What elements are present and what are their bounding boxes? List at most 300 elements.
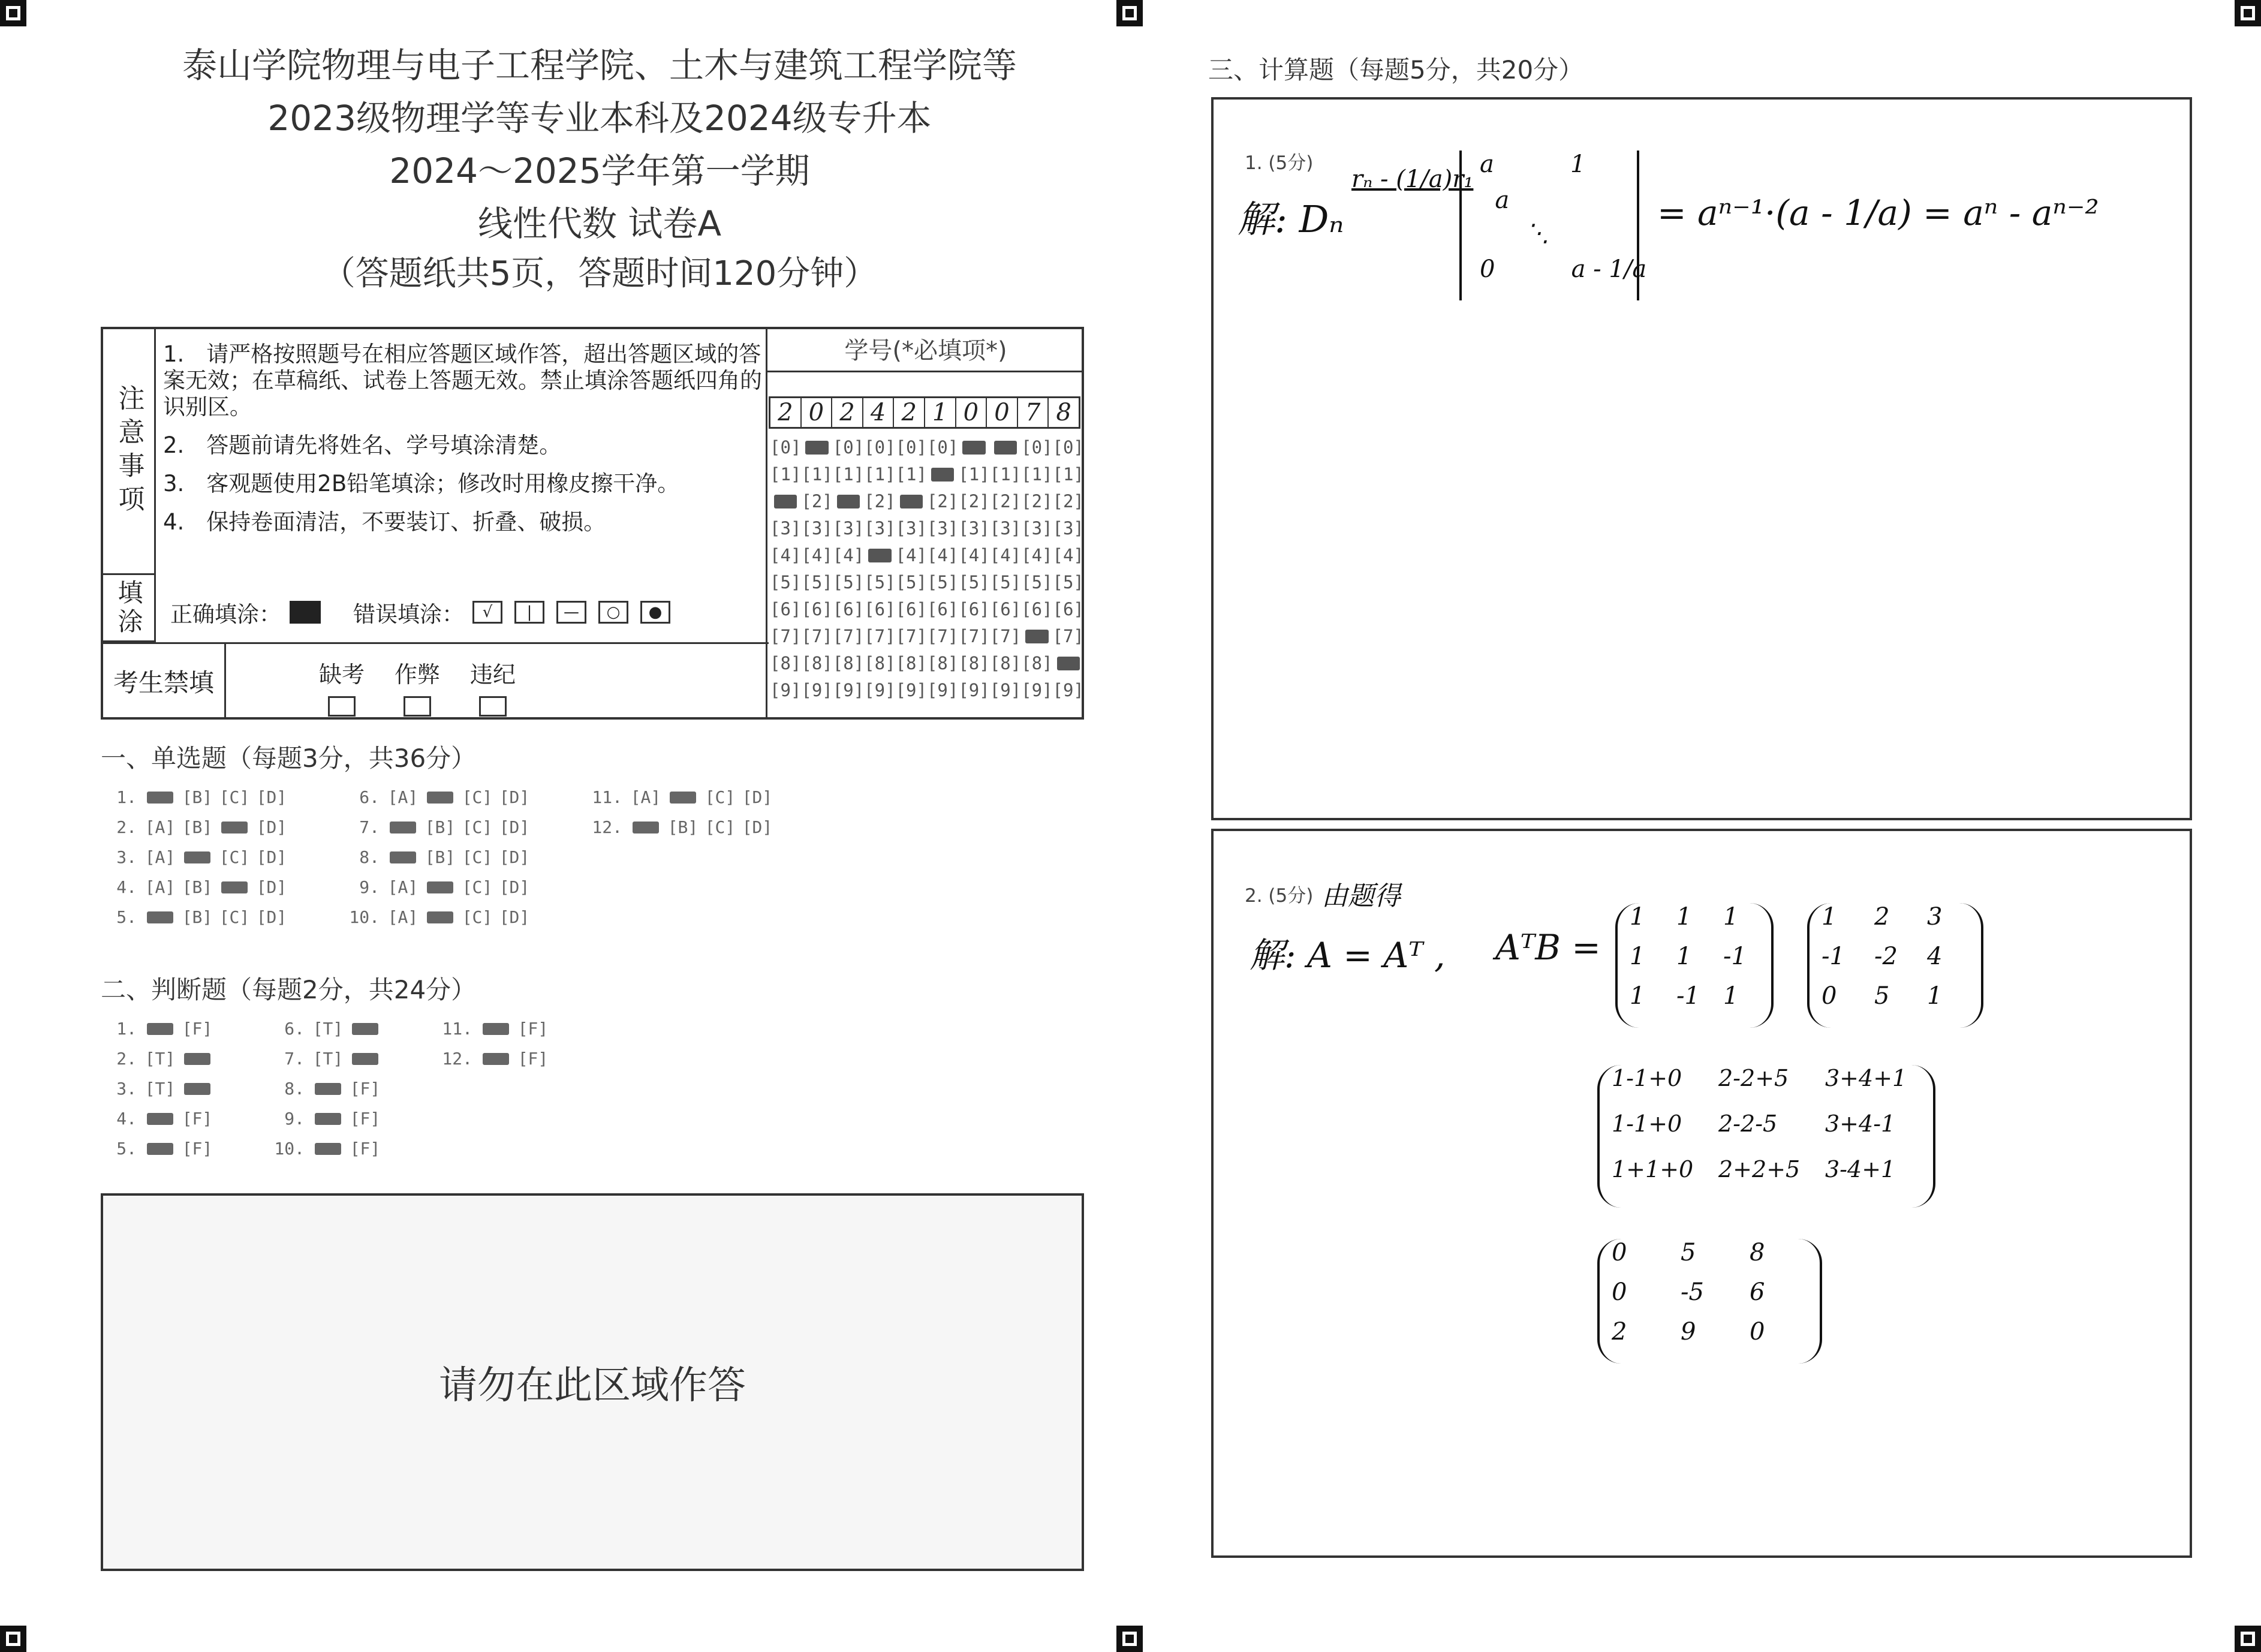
- question-row: [101, 907, 290, 928]
- answer-bubble[interactable]: [C]: [462, 877, 493, 897]
- answer-bubble[interactable]: [141, 907, 179, 928]
- q2-matrix-matB: [1807, 903, 1983, 1028]
- matrix-cell: 1: [1630, 943, 1645, 970]
- matrix-cell: 1: [1927, 982, 1943, 1010]
- answer-bubble[interactable]: [141, 1018, 179, 1040]
- id-bubble[interactable]: [8]: [989, 653, 1022, 673]
- id-digit: 2: [770, 398, 802, 427]
- id-bubble[interactable]: [1]: [801, 464, 833, 485]
- id-bubble[interactable]: [927, 463, 958, 486]
- id-bubble[interactable]: [5]: [1052, 572, 1084, 592]
- id-bubble[interactable]: [4]: [1021, 545, 1053, 565]
- id-bubble[interactable]: [4]: [926, 545, 959, 565]
- id-bubble[interactable]: [4]: [895, 545, 927, 565]
- registration-mark-top-center: [1116, 0, 1143, 26]
- question-row: [344, 847, 533, 868]
- matrix-cell: 2-2-5: [1718, 1111, 1778, 1137]
- id-bubble[interactable]: [2]: [926, 491, 959, 511]
- answer-bubble[interactable]: [179, 1078, 216, 1100]
- question-number: 6.: [284, 1019, 305, 1039]
- answer-bubble[interactable]: [D]: [256, 877, 287, 897]
- answer-bubble[interactable]: [422, 787, 459, 808]
- id-bubble[interactable]: [3]: [1052, 518, 1084, 538]
- registration-mark-top-left: [0, 0, 26, 26]
- registration-mark-bottom-center: [1116, 1626, 1143, 1652]
- matrix-cell: -1: [1723, 943, 1747, 970]
- answer-bubble[interactable]: [B]: [182, 817, 213, 837]
- matrix-cell: 0: [1612, 1278, 1627, 1306]
- id-bubble[interactable]: [3]: [926, 518, 959, 538]
- section3-title: 三、计算题（每题5分，共20分）: [1208, 55, 1584, 85]
- matrix-cell: 2: [1874, 903, 1890, 931]
- answer-bubble[interactable]: [216, 877, 253, 898]
- matrix-cell: 5: [1681, 1239, 1696, 1266]
- answer-bubble[interactable]: [F]: [350, 1139, 381, 1158]
- matrix-cell: 1: [1676, 903, 1692, 931]
- id-bubble[interactable]: [9]: [770, 680, 802, 700]
- id-bubble[interactable]: [0]: [895, 437, 927, 458]
- id-bubble[interactable]: [0]: [1021, 437, 1053, 458]
- fill-example-row: [170, 596, 670, 628]
- id-bubble[interactable]: [8]: [895, 653, 927, 673]
- id-bubble[interactable]: [9]: [1052, 680, 1084, 700]
- exam-institution: 泰山学院物理与电子工程学院、土木与建筑工程学院等: [182, 45, 1017, 86]
- id-digit: 0: [987, 398, 1018, 427]
- id-bubble[interactable]: [0]: [1052, 437, 1084, 458]
- id-bubble[interactable]: [3]: [832, 518, 865, 538]
- id-bubble[interactable]: [4]: [1052, 545, 1084, 565]
- question-row: [101, 787, 290, 808]
- q1-det-row: ⋱: [1480, 219, 1550, 247]
- answer-bubble[interactable]: [141, 1108, 179, 1130]
- question-number: 9.: [359, 877, 380, 897]
- question-row: [101, 1078, 216, 1100]
- question-row: [586, 817, 776, 838]
- id-bubble[interactable]: [9]: [1021, 680, 1053, 700]
- id-bubble[interactable]: [0]: [926, 437, 959, 458]
- id-bubble[interactable]: [4]: [989, 545, 1022, 565]
- answer-bubble[interactable]: [T]: [144, 1049, 176, 1069]
- id-bubble[interactable]: [6]: [958, 599, 990, 619]
- matrix-cell: 1: [1630, 903, 1645, 931]
- matrix-cell: -1: [1676, 982, 1700, 1010]
- q2-matrix-mid: [1597, 1065, 1935, 1208]
- forbidden-label: 考生禁填: [103, 642, 226, 720]
- id-bubble[interactable]: [3]: [895, 518, 927, 538]
- question-number: 7.: [359, 817, 380, 837]
- id-bubble[interactable]: [7]: [832, 626, 865, 646]
- q2-matrix-matA: [1615, 903, 1774, 1028]
- id-bubble[interactable]: [4]: [801, 545, 833, 565]
- answer-bubble[interactable]: [T]: [312, 1019, 344, 1039]
- id-digit: 0: [802, 398, 833, 427]
- q2-line1: 解: A = Aᵀ ,: [1250, 935, 1446, 976]
- id-bubble[interactable]: [833, 490, 864, 513]
- id-bubble[interactable]: [1053, 652, 1084, 675]
- id-bubble[interactable]: [5]: [895, 572, 927, 592]
- id-bubble[interactable]: [1]: [989, 464, 1022, 485]
- id-bubble[interactable]: [770, 490, 801, 513]
- question-number: 6.: [359, 787, 380, 807]
- answer-bubble[interactable]: [F]: [517, 1049, 549, 1069]
- notice-side-label: 注意事项: [103, 329, 156, 575]
- id-digit: 2: [832, 398, 863, 427]
- q1-det-row: 0 a - 1/a: [1480, 255, 1647, 283]
- answer-bubble[interactable]: [A]: [144, 847, 176, 867]
- answer-bubble[interactable]: [477, 1048, 514, 1070]
- answer-bubble[interactable]: [B]: [182, 787, 213, 807]
- id-bubble[interactable]: [2]: [989, 491, 1022, 511]
- id-bubble[interactable]: [0]: [864, 437, 896, 458]
- id-bubble[interactable]: [5]: [926, 572, 959, 592]
- answer-bubble[interactable]: [422, 877, 459, 898]
- id-bubble[interactable]: [5]: [989, 572, 1022, 592]
- question1-label: 1. (5分): [1245, 152, 1314, 174]
- id-bubble[interactable]: [8]: [926, 653, 959, 673]
- question-row: [586, 787, 776, 808]
- matrix-cell: 1: [1723, 982, 1739, 1010]
- section1-bubbles: [101, 787, 820, 943]
- id-digit: 8: [1056, 399, 1071, 426]
- question-row: [101, 1018, 216, 1040]
- question-number: 3.: [116, 1079, 137, 1099]
- id-bubble[interactable]: [4]: [832, 545, 865, 565]
- id-bubble[interactable]: [8]: [1021, 653, 1053, 673]
- id-bubble[interactable]: [9]: [801, 680, 833, 700]
- forbidden-absent[interactable]: 缺考: [319, 656, 365, 717]
- id-bubble[interactable]: [1021, 625, 1052, 648]
- id-bubble[interactable]: [9]: [958, 680, 990, 700]
- matrix-cell: 1: [1630, 982, 1645, 1010]
- id-bubble[interactable]: [1]: [864, 464, 896, 485]
- question-row: [101, 1048, 216, 1070]
- answer-bubble[interactable]: [A]: [387, 907, 419, 927]
- id-bubble[interactable]: [0]: [832, 437, 865, 458]
- id-bubble[interactable]: [6]: [864, 599, 896, 619]
- answer-bubble[interactable]: [F]: [182, 1019, 213, 1039]
- matrix-cell: -2: [1874, 943, 1898, 970]
- id-bubble[interactable]: [3]: [1021, 518, 1053, 538]
- question-row: [344, 817, 533, 838]
- answer-bubble[interactable]: [D]: [742, 817, 773, 837]
- id-bubble[interactable]: [1]: [958, 464, 990, 485]
- wrong-fill-check: √: [472, 601, 502, 624]
- matrix-cell: 2-2+5: [1718, 1065, 1789, 1091]
- fill-side-label: 填涂: [103, 575, 156, 642]
- id-bubble[interactable]: [990, 436, 1021, 459]
- id-bubble[interactable]: [8]: [864, 653, 896, 673]
- id-bubble[interactable]: [7]: [864, 626, 896, 646]
- answer-bubble[interactable]: [D]: [499, 787, 530, 807]
- question-row: [269, 1018, 384, 1040]
- answer-bubble[interactable]: [477, 1018, 514, 1040]
- question-number: 8.: [359, 847, 380, 867]
- id-bubble[interactable]: [9]: [832, 680, 865, 700]
- answer-bubble[interactable]: [C]: [219, 847, 250, 867]
- id-bubble[interactable]: [958, 436, 989, 459]
- id-bubble[interactable]: [3]: [989, 518, 1022, 538]
- q1-result: = aⁿ⁻¹·(a - 1/a) = aⁿ - aⁿ⁻²: [1657, 192, 2099, 233]
- answer-bubble[interactable]: [627, 817, 664, 838]
- id-bubble[interactable]: [8]: [832, 653, 865, 673]
- question1-answer-box[interactable]: [1211, 97, 2192, 820]
- id-bubble[interactable]: [9]: [864, 680, 896, 700]
- question-number: 3.: [116, 847, 137, 867]
- question-row: [344, 907, 533, 928]
- checkbox[interactable]: [328, 696, 356, 717]
- exam-grade: 2023级物理学等专业本科及2024级专升本: [267, 98, 932, 139]
- answer-bubble[interactable]: [A]: [144, 817, 176, 837]
- id-bubble[interactable]: [2]: [1021, 491, 1053, 511]
- id-bubble[interactable]: [7]: [1052, 626, 1084, 646]
- answer-bubble[interactable]: [664, 787, 702, 808]
- id-bubble[interactable]: [0]: [770, 437, 802, 458]
- matrix-cell: 3+4+1: [1825, 1065, 1907, 1091]
- id-bubble[interactable]: [3]: [770, 518, 802, 538]
- id-bubble[interactable]: [6]: [895, 599, 927, 619]
- question-number: 7.: [284, 1049, 305, 1069]
- answer-bubble[interactable]: [384, 847, 422, 868]
- answer-bubble[interactable]: [D]: [499, 907, 530, 927]
- id-bubble[interactable]: [4]: [770, 545, 802, 565]
- id-bubble[interactable]: [3]: [958, 518, 990, 538]
- id-bubble[interactable]: [6]: [832, 599, 865, 619]
- matrix-cell: 1: [1676, 943, 1692, 970]
- question-number: 5.: [116, 1139, 137, 1158]
- id-bubble[interactable]: [7]: [895, 626, 927, 646]
- answer-bubble[interactable]: [F]: [182, 1109, 213, 1129]
- matrix-cell: 3-4+1: [1825, 1156, 1896, 1182]
- question-number: 2.: [116, 1049, 137, 1069]
- answer-bubble[interactable]: [179, 847, 216, 868]
- id-bubble[interactable]: [6]: [989, 599, 1022, 619]
- question-number: 10.: [349, 907, 380, 927]
- id-bubble[interactable]: [7]: [926, 626, 959, 646]
- forbidden-cheating[interactable]: 作弊: [395, 656, 440, 717]
- id-bubble[interactable]: [5]: [1021, 572, 1053, 592]
- matrix-cell: 4: [1927, 943, 1943, 970]
- answer-bubble[interactable]: [F]: [350, 1109, 381, 1129]
- id-bubble[interactable]: [7]: [770, 626, 802, 646]
- forbidden-options: [319, 656, 516, 717]
- answer-bubble[interactable]: [309, 1078, 347, 1100]
- matrix-cell: 1-1+0: [1612, 1111, 1682, 1137]
- answer-bubble[interactable]: [B]: [182, 907, 213, 927]
- id-bubble[interactable]: [5]: [770, 572, 802, 592]
- id-bubble[interactable]: [1]: [770, 464, 802, 485]
- question-row: [344, 787, 533, 808]
- answer-bubble[interactable]: [D]: [499, 877, 530, 897]
- answer-bubble[interactable]: [D]: [499, 847, 530, 867]
- answer-bubble[interactable]: [141, 787, 179, 808]
- matrix-cell: 2: [1612, 1318, 1627, 1346]
- answer-bubble[interactable]: [B]: [667, 817, 699, 837]
- answer-bubble[interactable]: [B]: [424, 847, 456, 867]
- answer-bubble[interactable]: [C]: [705, 817, 736, 837]
- question-number: 1.: [116, 787, 137, 807]
- question-number: 12.: [442, 1049, 472, 1069]
- exam-term: 2024～2025学年第一学期: [389, 151, 810, 191]
- question-number: 5.: [116, 907, 137, 927]
- forbidden-violation[interactable]: 违纪: [470, 656, 516, 717]
- correct-fill-label: 正确填涂：: [170, 601, 281, 627]
- answer-bubble[interactable]: [D]: [742, 787, 773, 807]
- answer-bubble[interactable]: [309, 1108, 347, 1130]
- id-bubble[interactable]: [7]: [989, 626, 1022, 646]
- id-bubble[interactable]: [9]: [926, 680, 959, 700]
- id-bubble[interactable]: [6]: [770, 599, 802, 619]
- matrix-cell: 3+4-1: [1825, 1111, 1896, 1137]
- question-number: 8.: [284, 1079, 305, 1099]
- answer-bubble[interactable]: [309, 1138, 347, 1160]
- id-bubble[interactable]: [1]: [832, 464, 865, 485]
- id-bubble[interactable]: [864, 544, 895, 567]
- no-answer-area: 请勿在此区域作答: [101, 1193, 1084, 1571]
- notice-item: 3. 客观题使用2B铅笔填涂；修改时用橡皮擦干净。: [163, 471, 680, 496]
- answer-bubble[interactable]: [T]: [144, 1079, 176, 1099]
- checkbox[interactable]: [479, 696, 507, 717]
- answer-bubble[interactable]: [384, 817, 422, 838]
- answer-bubble[interactable]: [A]: [630, 787, 661, 807]
- id-bubble[interactable]: [801, 436, 832, 459]
- answer-bubble[interactable]: [C]: [219, 787, 250, 807]
- id-bubble[interactable]: [2]: [801, 491, 833, 511]
- id-bubble[interactable]: [1]: [895, 464, 927, 485]
- answer-bubble[interactable]: [347, 1018, 384, 1040]
- question2-label: 2. (5分): [1245, 885, 1314, 907]
- answer-bubble[interactable]: [C]: [219, 907, 250, 927]
- q1-row-operation: rₙ - (1/a)r₁: [1351, 165, 1474, 193]
- answer-bubble[interactable]: [A]: [387, 787, 419, 807]
- question-row: [101, 1138, 216, 1160]
- question-row: [269, 1138, 384, 1160]
- id-bubble[interactable]: [8]: [770, 653, 802, 673]
- id-bubble[interactable]: [3]: [864, 518, 896, 538]
- q2-product-label: AᵀB =: [1495, 927, 1601, 968]
- id-bubble[interactable]: [2]: [864, 491, 896, 511]
- matrix-cell: 2+2+5: [1718, 1156, 1801, 1182]
- answer-bubble[interactable]: [347, 1048, 384, 1070]
- question-number: 4.: [116, 877, 137, 897]
- q1-det-row: a: [1480, 186, 1510, 214]
- answer-bubble[interactable]: [C]: [462, 847, 493, 867]
- matrix-cell: 3: [1927, 903, 1943, 931]
- id-bubble[interactable]: [4]: [958, 545, 990, 565]
- id-bubble[interactable]: [7]: [958, 626, 990, 646]
- exam-subject: 线性代数 试卷A: [477, 203, 722, 244]
- id-bubble[interactable]: [5]: [958, 572, 990, 592]
- answer-bubble[interactable]: [D]: [256, 817, 287, 837]
- notice-item: 1. 请严格按照题号在相应答题区域作答，超出答题区域的答案无效；在草稿纸、试卷上答题无效。禁止填涂答题纸四角的识别区。: [163, 341, 762, 420]
- id-bubble[interactable]: [5]: [832, 572, 865, 592]
- id-bubble[interactable]: [8]: [801, 653, 833, 673]
- id-bubble[interactable]: [5]: [864, 572, 896, 592]
- student-id-title: 学号(*必填项*): [767, 329, 1084, 372]
- answer-bubble[interactable]: [A]: [144, 877, 176, 897]
- question-row: [101, 847, 290, 868]
- id-digit: 0: [956, 398, 988, 427]
- answer-bubble[interactable]: [C]: [462, 787, 493, 807]
- wrong-fill-dot: ●: [640, 601, 670, 624]
- section2-bubbles: [101, 1018, 700, 1174]
- question-row: [101, 877, 290, 898]
- question2-answer-box[interactable]: [1211, 829, 2192, 1558]
- answer-bubble[interactable]: [C]: [462, 907, 493, 927]
- id-digit: 1: [925, 398, 956, 427]
- answer-bubble[interactable]: [D]: [256, 907, 287, 927]
- question-row: [269, 1108, 384, 1130]
- matrix-cell: -1: [1822, 943, 1845, 970]
- answer-bubble[interactable]: [F]: [182, 1139, 213, 1158]
- divider: [766, 329, 767, 717]
- question-row: [436, 1018, 552, 1040]
- id-bubble[interactable]: [6]: [926, 599, 959, 619]
- id-bubble[interactable]: [9]: [989, 680, 1022, 700]
- answer-bubble[interactable]: [D]: [256, 787, 287, 807]
- answer-bubble[interactable]: [141, 1138, 179, 1160]
- answer-bubble[interactable]: [F]: [517, 1019, 549, 1039]
- id-bubble[interactable]: [5]: [801, 572, 833, 592]
- answer-bubble[interactable]: [F]: [350, 1079, 381, 1099]
- registration-mark-bottom-left: [0, 1626, 26, 1652]
- notice-item: 4. 保持卷面清洁，不要装订、折叠、破损。: [163, 509, 606, 535]
- answer-bubble[interactable]: [D]: [256, 847, 287, 867]
- question-row: [101, 1108, 216, 1130]
- answer-bubble[interactable]: [C]: [705, 787, 736, 807]
- answer-bubble[interactable]: [B]: [182, 877, 213, 897]
- id-bubble[interactable]: [9]: [895, 680, 927, 700]
- answer-bubble[interactable]: [179, 1048, 216, 1070]
- answer-bubble[interactable]: [B]: [424, 817, 456, 837]
- id-bubble[interactable]: [896, 490, 927, 513]
- question-number: 1.: [116, 1019, 137, 1039]
- correct-fill-sample: [290, 601, 321, 624]
- id-bubble[interactable]: [2]: [1052, 491, 1084, 511]
- matrix-cell: 1: [1822, 903, 1837, 931]
- matrix-cell: 1: [1723, 903, 1739, 931]
- question-number: 4.: [116, 1109, 137, 1129]
- question-row: [101, 817, 290, 838]
- wrong-fill-dash: —: [556, 601, 586, 624]
- checkbox[interactable]: [404, 696, 431, 717]
- answer-bubble[interactable]: [T]: [312, 1049, 344, 1069]
- id-digit: 7: [1018, 398, 1049, 427]
- section1-title: 一、单选题（每题3分，共36分）: [101, 744, 477, 773]
- question-number: 11.: [442, 1019, 472, 1039]
- q1-det-row: a 1: [1480, 151, 1586, 178]
- matrix-cell: 0: [1750, 1318, 1765, 1346]
- answer-bubble[interactable]: [C]: [462, 817, 493, 837]
- matrix-cell: -5: [1681, 1278, 1704, 1306]
- answer-bubble[interactable]: [D]: [499, 817, 530, 837]
- answer-bubble[interactable]: [422, 907, 459, 928]
- answer-bubble[interactable]: [A]: [387, 877, 419, 897]
- id-bubble[interactable]: [2]: [958, 491, 990, 511]
- wrong-fill-bar: |: [514, 601, 544, 624]
- id-bubble[interactable]: [6]: [1021, 599, 1053, 619]
- id-bubble[interactable]: [6]: [1052, 599, 1084, 619]
- id-bubble[interactable]: [7]: [801, 626, 833, 646]
- id-bubble[interactable]: [8]: [958, 653, 990, 673]
- q2-note: 由题得: [1321, 881, 1401, 911]
- id-bubble[interactable]: [1]: [1052, 464, 1084, 485]
- id-bubble[interactable]: [1]: [1021, 464, 1053, 485]
- id-bubble[interactable]: [3]: [801, 518, 833, 538]
- answer-bubble[interactable]: [216, 817, 253, 838]
- matrix-cell: 9: [1681, 1318, 1696, 1346]
- id-bubble[interactable]: [6]: [801, 599, 833, 619]
- info-box: [101, 327, 1084, 720]
